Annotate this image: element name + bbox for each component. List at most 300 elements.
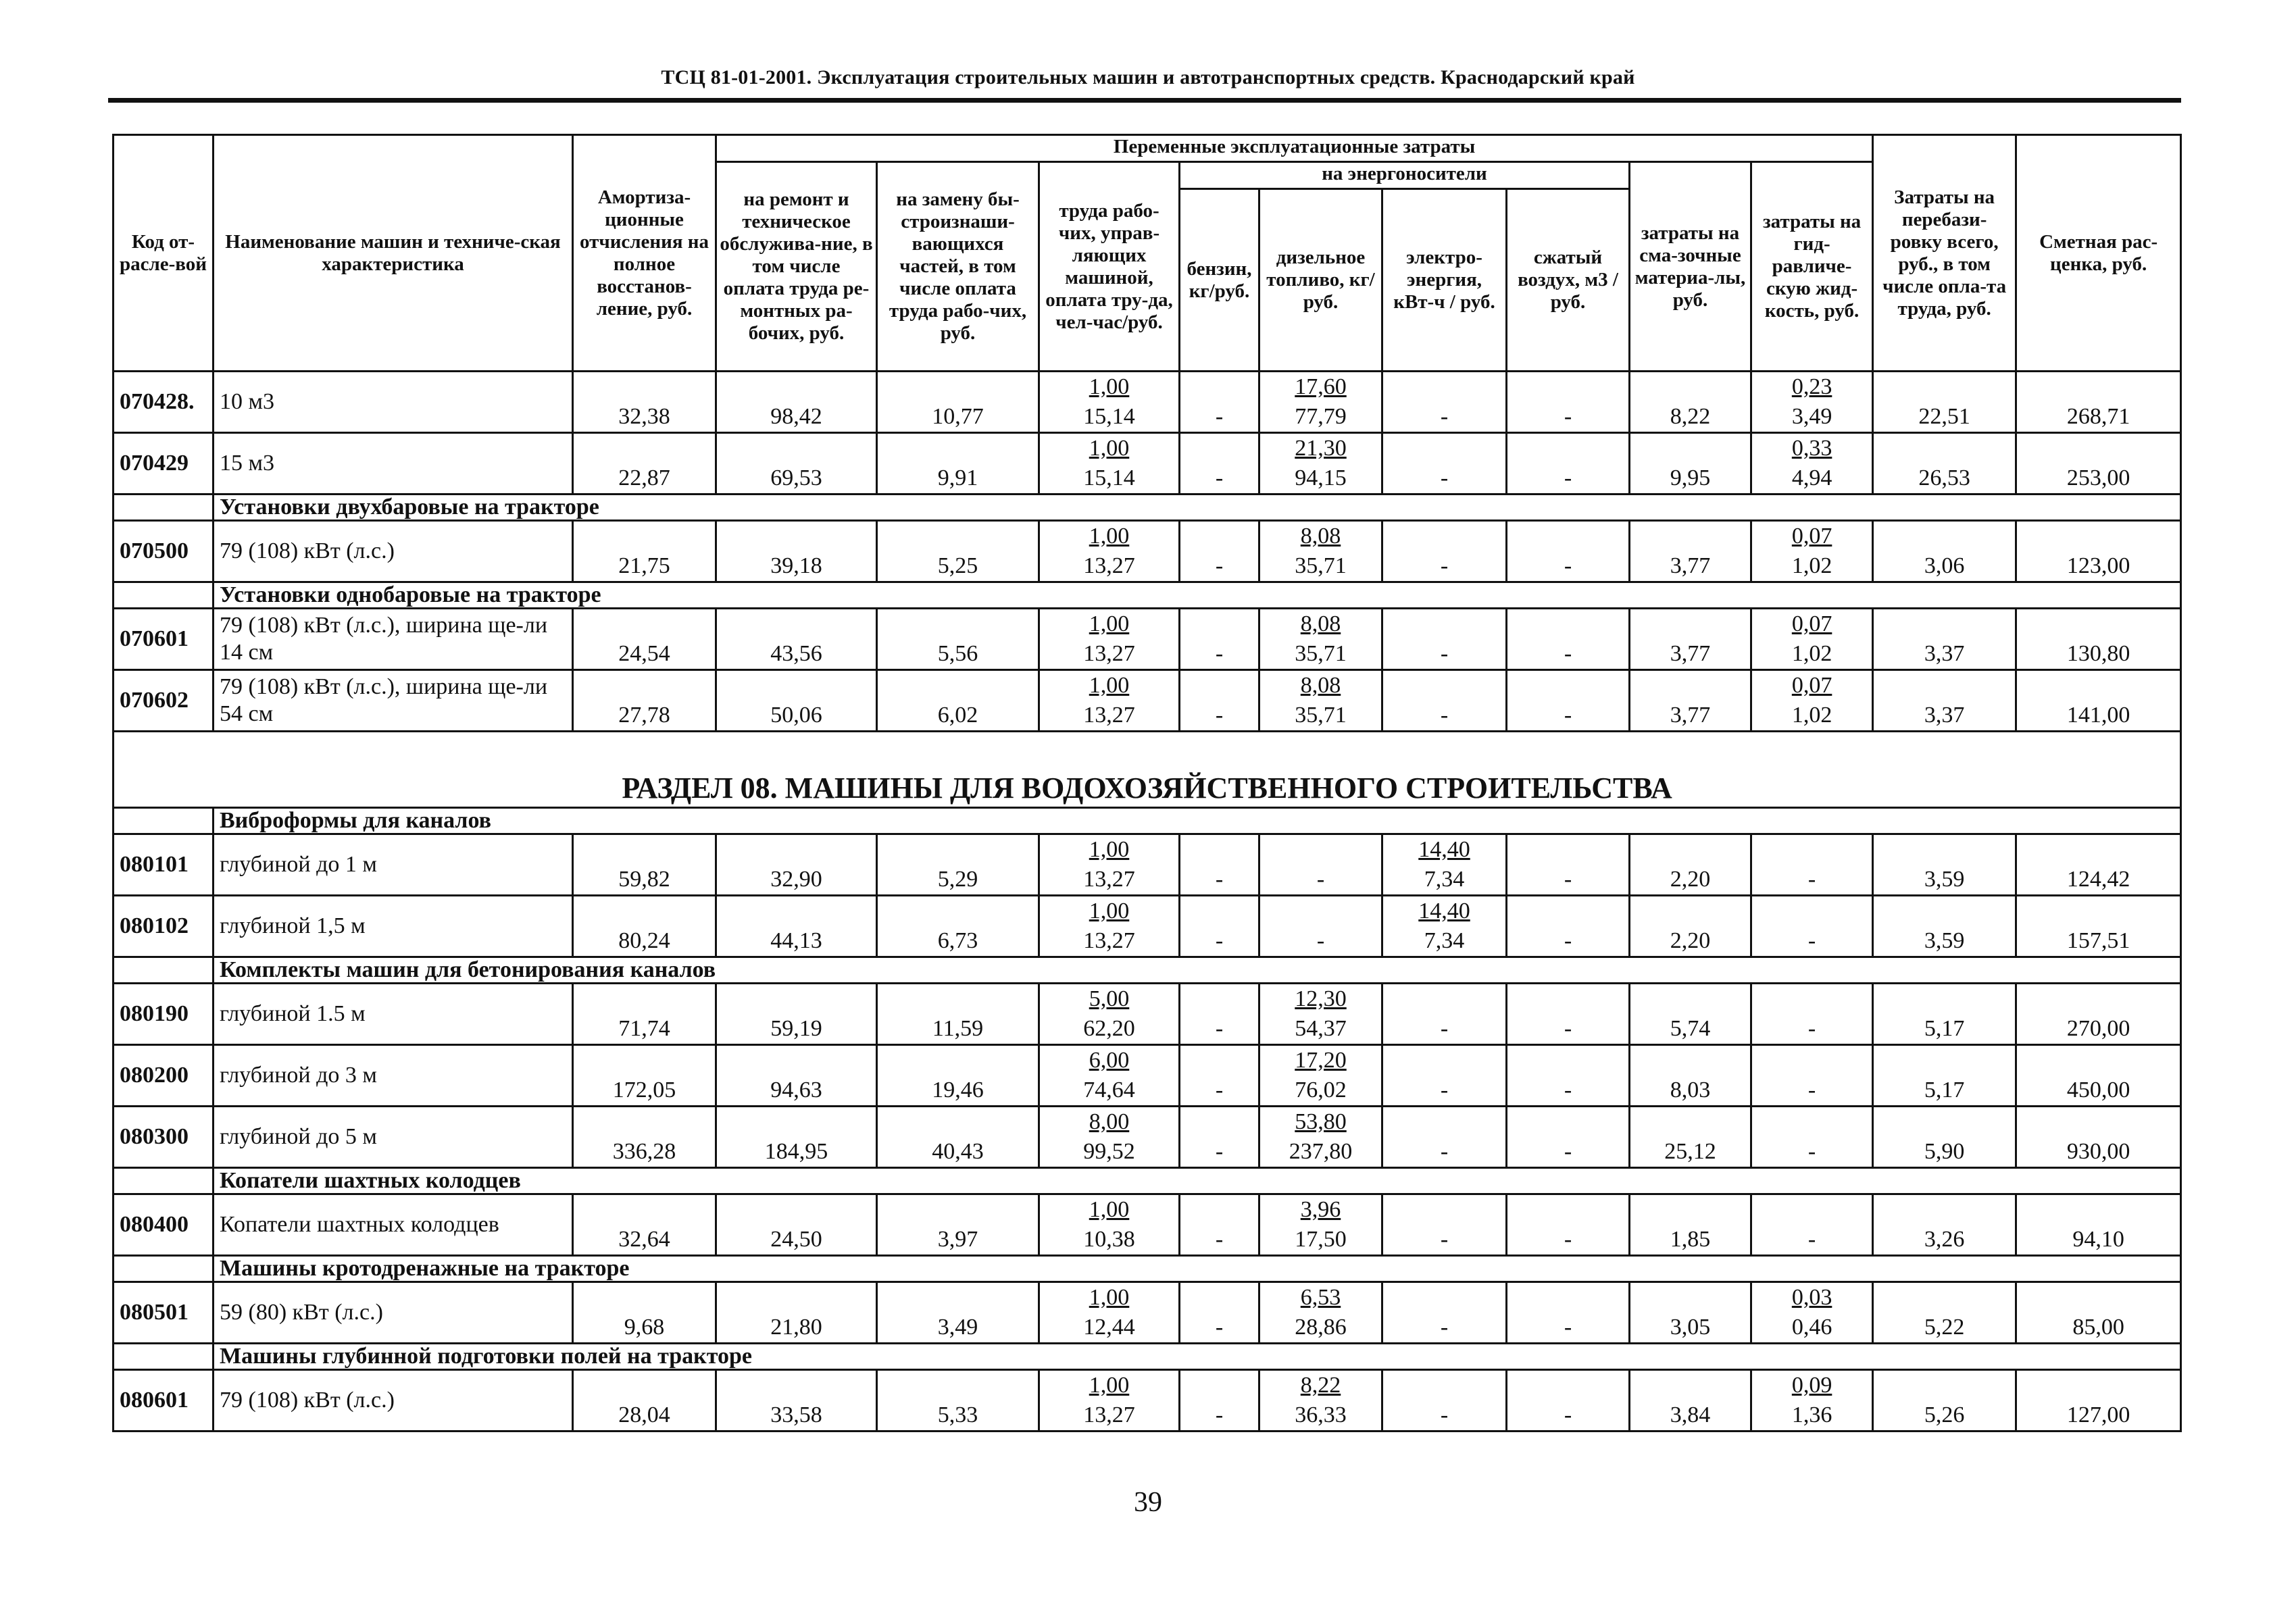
col-header-air: сжатый воздух, м3 / руб. (1507, 189, 1630, 372)
col-header-lubricants: затраты на сма-зочные материа-лы, руб. (1630, 162, 1751, 372)
cell-repair: 32,90 (716, 834, 877, 896)
table-row (114, 521, 2181, 582)
rate-value: 8,00 (1089, 1109, 1130, 1134)
cost-value: 10,38 (1083, 1227, 1135, 1252)
rates-table (112, 134, 2182, 1432)
row-name: 79 (108) кВт (л.с.), ширина ще-ли 54 см (214, 670, 573, 732)
rate-value: 0,03 (1791, 1285, 1832, 1310)
rate-value: 0,07 (1791, 673, 1832, 698)
rate-value: 1,00 (1089, 837, 1130, 862)
table-row (114, 433, 2181, 495)
rate-value: 17,20 (1295, 1048, 1347, 1073)
cell-repair: 59,19 (716, 984, 877, 1045)
group-code-cell (114, 1256, 214, 1282)
cell-amort: 21,75 (573, 521, 716, 582)
cell-diesel (1259, 1107, 1382, 1168)
cell-repair: 98,42 (716, 372, 877, 433)
cell-repair: 94,63 (716, 1045, 877, 1107)
cell-amort: 28,04 (573, 1370, 716, 1431)
cell-repair: 69,53 (716, 433, 877, 495)
group-title: Комплекты машин для бетонирования каналов (214, 957, 1259, 984)
cell-electric: - (1382, 609, 1507, 670)
cell-petrol: - (1180, 1370, 1259, 1431)
row-name: 79 (108) кВт (л.с.) (214, 521, 573, 582)
cell-lubricants: 8,03 (1630, 1045, 1751, 1107)
table-row (114, 1194, 2181, 1256)
row-code: 070429 (114, 433, 214, 495)
cell-estimate: 124,42 (2016, 834, 2181, 896)
row-code: 070602 (114, 670, 214, 732)
cell-hydraulic (1751, 670, 1873, 732)
row-code: 080300 (114, 1107, 214, 1168)
row-name: 79 (108) кВт (л.с.), ширина ще-ли 14 см (214, 609, 573, 670)
row-name: глубиной 1.5 м (214, 984, 573, 1045)
cell-labor (1039, 984, 1180, 1045)
cell-diesel: - (1259, 896, 1382, 957)
group-filler (1259, 582, 2181, 609)
cell-hydraulic (1751, 521, 1873, 582)
cell-labor (1039, 1045, 1180, 1107)
table-row (114, 609, 2181, 670)
group-filler (1259, 495, 2181, 521)
cell-amort: 32,38 (573, 372, 716, 433)
row-code: 080601 (114, 1370, 214, 1431)
rate-value: 12,30 (1295, 986, 1347, 1011)
cost-value: 36,33 (1295, 1402, 1347, 1427)
cell-replace: 9,91 (877, 433, 1039, 495)
rate-value: 1,00 (1089, 1373, 1130, 1398)
cell-replace: 5,25 (877, 521, 1039, 582)
cell-relocation: 5,90 (1873, 1107, 2016, 1168)
cell-electric: - (1382, 1107, 1507, 1168)
group-code-cell (114, 1168, 214, 1194)
cell-estimate: 253,00 (2016, 433, 2181, 495)
cell-relocation: 3,59 (1873, 834, 2016, 896)
cell-replace: 5,33 (877, 1370, 1039, 1431)
cell-lubricants: 2,20 (1630, 834, 1751, 896)
group-row (114, 1168, 2181, 1194)
cell-replace: 5,29 (877, 834, 1039, 896)
group-title: Установки двухбаровые на тракторе (214, 495, 1259, 521)
group-filler (1259, 1256, 2181, 1282)
table-row (114, 896, 2181, 957)
col-header-hydraulic: затраты на гид-равличе-скую жид-кость, руб. (1751, 162, 1873, 372)
cost-value: 3,49 (1791, 404, 1832, 429)
group-filler (1259, 1168, 2181, 1194)
cell-replace: 3,49 (877, 1282, 1039, 1344)
cell-labor (1039, 1370, 1180, 1431)
cell-labor (1039, 433, 1180, 495)
cell-petrol: - (1180, 433, 1259, 495)
cell-replace: 5,56 (877, 609, 1039, 670)
cell-estimate: 450,00 (2016, 1045, 2181, 1107)
rate-value: 1,00 (1089, 673, 1130, 698)
cell-estimate: 157,51 (2016, 896, 2181, 957)
cell-relocation: 3,06 (1873, 521, 2016, 582)
rate-value: 6,00 (1089, 1048, 1130, 1073)
cell-repair: 50,06 (716, 670, 877, 732)
cell-replace: 10,77 (877, 372, 1039, 433)
group-code-cell (114, 957, 214, 984)
col-header-relocation: Затраты на перебази-ровку всего, руб., в том числе опла-та труда, руб. (1873, 135, 2016, 372)
cell-relocation: 3,37 (1873, 609, 2016, 670)
cell-estimate: 268,71 (2016, 372, 2181, 433)
cell-hydraulic (1751, 1282, 1873, 1344)
cell-hydraulic: - (1751, 834, 1873, 896)
cell-replace: 6,02 (877, 670, 1039, 732)
group-code-cell (114, 495, 214, 521)
cell-lubricants: 3,77 (1630, 670, 1751, 732)
cell-repair: 184,95 (716, 1107, 877, 1168)
col-header-name: Наименование машин и техниче-ская характеристика (214, 135, 573, 372)
cost-value: 7,34 (1424, 867, 1465, 892)
rate-value: 1,00 (1089, 436, 1130, 461)
rate-value: 1,00 (1089, 1285, 1130, 1310)
cost-value: 28,86 (1295, 1315, 1347, 1340)
col-header-replace: на замену бы-строизнаши-вающихся частей, в том числе оплата труда рабо-чих, руб. (877, 162, 1039, 372)
cost-value: 15,14 (1083, 465, 1135, 490)
cell-repair: 33,58 (716, 1370, 877, 1431)
cell-petrol: - (1180, 521, 1259, 582)
cell-replace: 11,59 (877, 984, 1039, 1045)
cell-labor (1039, 521, 1180, 582)
row-name: Копатели шахтных колодцев (214, 1194, 573, 1256)
cell-estimate: 123,00 (2016, 521, 2181, 582)
cell-air: - (1507, 433, 1630, 495)
cell-repair: 39,18 (716, 521, 877, 582)
cell-relocation: 5,17 (1873, 984, 2016, 1045)
row-code: 080190 (114, 984, 214, 1045)
rate-value: 8,22 (1300, 1373, 1341, 1398)
cell-relocation: 5,26 (1873, 1370, 2016, 1431)
cell-diesel (1259, 609, 1382, 670)
cost-value: 7,34 (1424, 928, 1465, 953)
col-header-labor: труда рабо-чих, управ-ляющих машиной, оплата тру-да, чел-час/руб. (1039, 162, 1180, 372)
cell-estimate: 270,00 (2016, 984, 2181, 1045)
rate-value: 0,09 (1791, 1373, 1832, 1398)
cell-replace: 6,73 (877, 896, 1039, 957)
cell-amort: 59,82 (573, 834, 716, 896)
rate-value: 1,00 (1089, 374, 1130, 399)
cell-hydraulic: - (1751, 1194, 1873, 1256)
cell-diesel (1259, 372, 1382, 433)
cell-amort: 336,28 (573, 1107, 716, 1168)
cell-petrol: - (1180, 896, 1259, 957)
rate-value: 17,60 (1295, 374, 1347, 399)
table-row (114, 834, 2181, 896)
cost-value: 15,14 (1083, 404, 1135, 429)
cell-diesel (1259, 1282, 1382, 1344)
rate-value: 3,96 (1300, 1197, 1341, 1222)
cell-air: - (1507, 670, 1630, 732)
row-name: 79 (108) кВт (л.с.) (214, 1370, 573, 1431)
row-name: 15 м3 (214, 433, 573, 495)
cell-lubricants: 3,77 (1630, 609, 1751, 670)
rate-value: 6,53 (1300, 1285, 1341, 1310)
cell-replace: 40,43 (877, 1107, 1039, 1168)
page-number: 39 (1134, 1487, 1162, 1518)
group-title: Машины глубинной подготовки полей на тракторе (214, 1344, 1259, 1370)
cell-amort: 24,54 (573, 609, 716, 670)
cell-amort: 172,05 (573, 1045, 716, 1107)
cell-labor (1039, 896, 1180, 957)
cost-value: 17,50 (1295, 1227, 1347, 1252)
row-code: 080200 (114, 1045, 214, 1107)
cost-value: 1,02 (1791, 641, 1832, 666)
cell-repair: 43,56 (716, 609, 877, 670)
cell-hydraulic: - (1751, 1107, 1873, 1168)
cost-value: 13,27 (1083, 641, 1135, 666)
cell-petrol: - (1180, 984, 1259, 1045)
rate-value: 0,07 (1791, 524, 1832, 549)
rate-value: 1,00 (1089, 611, 1130, 636)
cell-air: - (1507, 609, 1630, 670)
row-code: 080400 (114, 1194, 214, 1256)
cost-value: 94,15 (1295, 465, 1347, 490)
cell-electric: - (1382, 372, 1507, 433)
group-code-cell (114, 582, 214, 609)
cell-amort: 32,64 (573, 1194, 716, 1256)
cell-relocation: 22,51 (1873, 372, 2016, 433)
cell-electric: - (1382, 670, 1507, 732)
cost-value: 13,27 (1083, 1402, 1135, 1427)
rate-value: 0,07 (1791, 611, 1832, 636)
cell-amort: 80,24 (573, 896, 716, 957)
group-row (114, 808, 2181, 834)
cost-value: 35,71 (1295, 553, 1347, 578)
cell-diesel (1259, 1370, 1382, 1431)
table-row (114, 1045, 2181, 1107)
row-code: 080102 (114, 896, 214, 957)
cell-lubricants: 8,22 (1630, 372, 1751, 433)
cost-value: 4,94 (1791, 465, 1832, 490)
table-row (114, 984, 2181, 1045)
cell-labor (1039, 1282, 1180, 1344)
cell-estimate: 141,00 (2016, 670, 2181, 732)
section-title: РАЗДЕЛ 08. МАШИНЫ ДЛЯ ВОДОХОЗЯЙСТВЕННОГО СТРОИТЕЛЬСТВА (114, 732, 2181, 808)
rate-value: 1,00 (1089, 898, 1130, 923)
group-row (114, 495, 2181, 521)
row-name: 59 (80) кВт (л.с.) (214, 1282, 573, 1344)
cell-petrol: - (1180, 1107, 1259, 1168)
cost-value: 99,52 (1083, 1139, 1135, 1164)
cell-labor (1039, 609, 1180, 670)
cell-hydraulic (1751, 609, 1873, 670)
cell-air: - (1507, 1194, 1630, 1256)
row-code: 070601 (114, 609, 214, 670)
rate-value: 8,08 (1300, 611, 1341, 636)
cell-hydraulic (1751, 1370, 1873, 1431)
cost-value: 77,79 (1295, 404, 1347, 429)
cost-value: 62,20 (1083, 1016, 1135, 1041)
rate-value: 0,23 (1791, 374, 1832, 399)
group-filler (1259, 808, 2181, 834)
cost-value: 13,27 (1083, 928, 1135, 953)
row-code: 080101 (114, 834, 214, 896)
group-row (114, 1344, 2181, 1370)
table-row (114, 372, 2181, 433)
cell-electric: - (1382, 1045, 1507, 1107)
cell-labor (1039, 670, 1180, 732)
cell-air: - (1507, 896, 1630, 957)
row-code: 070428. (114, 372, 214, 433)
cell-electric: - (1382, 1194, 1507, 1256)
rate-value: 14,40 (1418, 837, 1470, 862)
cell-diesel (1259, 1194, 1382, 1256)
table-row (114, 1282, 2181, 1344)
cell-air: - (1507, 1045, 1630, 1107)
cell-diesel (1259, 433, 1382, 495)
group-row (114, 957, 2181, 984)
cell-petrol: - (1180, 1045, 1259, 1107)
cost-value: 1,02 (1791, 553, 1832, 578)
cell-amort: 71,74 (573, 984, 716, 1045)
cell-amort: 27,78 (573, 670, 716, 732)
cell-diesel (1259, 521, 1382, 582)
cell-repair: 44,13 (716, 896, 877, 957)
rate-value: 1,00 (1089, 1197, 1130, 1222)
cell-hydraulic: - (1751, 896, 1873, 957)
group-title: Виброформы для каналов (214, 808, 1259, 834)
cell-electric (1382, 834, 1507, 896)
cell-relocation: 5,22 (1873, 1282, 2016, 1344)
cell-lubricants: 3,77 (1630, 521, 1751, 582)
cell-relocation: 3,26 (1873, 1194, 2016, 1256)
rate-value: 0,33 (1791, 436, 1832, 461)
row-name: глубиной до 1 м (214, 834, 573, 896)
rate-value: 14,40 (1418, 898, 1470, 923)
rate-value: 5,00 (1089, 986, 1130, 1011)
rate-value: 53,80 (1295, 1109, 1347, 1134)
group-row (114, 1256, 2181, 1282)
cell-diesel (1259, 670, 1382, 732)
cell-electric: - (1382, 984, 1507, 1045)
cell-hydraulic (1751, 372, 1873, 433)
cell-lubricants: 3,05 (1630, 1282, 1751, 1344)
cell-estimate: 130,80 (2016, 609, 2181, 670)
cost-value: 13,27 (1083, 703, 1135, 728)
cell-lubricants: 9,95 (1630, 433, 1751, 495)
cost-value: 0,46 (1791, 1315, 1832, 1340)
cell-relocation: 3,37 (1873, 670, 2016, 732)
group-row (114, 582, 2181, 609)
cell-labor (1039, 834, 1180, 896)
cost-value: 76,02 (1295, 1078, 1347, 1103)
group-title: Машины кротодренажные на тракторе (214, 1256, 1259, 1282)
cell-replace: 3,97 (877, 1194, 1039, 1256)
col-header-amortization: Амортиза-ционные отчисления на полное восстанов-ление, руб. (573, 135, 716, 372)
row-name: 10 м3 (214, 372, 573, 433)
cell-amort: 22,87 (573, 433, 716, 495)
cell-estimate: 94,10 (2016, 1194, 2181, 1256)
group-filler (1259, 957, 2181, 984)
cell-lubricants: 1,85 (1630, 1194, 1751, 1256)
cell-petrol: - (1180, 609, 1259, 670)
cell-petrol: - (1180, 834, 1259, 896)
col-header-petrol: бензин, кг/руб. (1180, 189, 1259, 372)
cell-labor (1039, 372, 1180, 433)
cell-lubricants: 3,84 (1630, 1370, 1751, 1431)
cost-value: 13,27 (1083, 553, 1135, 578)
cell-relocation: 26,53 (1873, 433, 2016, 495)
row-name: глубиной до 5 м (214, 1107, 573, 1168)
cell-petrol: - (1180, 1282, 1259, 1344)
cell-relocation: 3,59 (1873, 896, 2016, 957)
cell-hydraulic: - (1751, 1045, 1873, 1107)
row-name: глубиной 1,5 м (214, 896, 573, 957)
cell-estimate: 127,00 (2016, 1370, 2181, 1431)
row-name: глубиной до 3 м (214, 1045, 573, 1107)
cell-air: - (1507, 521, 1630, 582)
table-row (114, 1107, 2181, 1168)
rate-value: 21,30 (1295, 436, 1347, 461)
cell-diesel (1259, 1045, 1382, 1107)
col-header-energy: на энергоносители (1180, 162, 1630, 189)
cost-value: 54,37 (1295, 1016, 1347, 1041)
col-header-repair: на ремонт и техническое обслужива-ние, в том числе оплата труда ре-монтных ра-бочих, руб. (716, 162, 877, 372)
cell-lubricants: 5,74 (1630, 984, 1751, 1045)
cell-hydraulic (1751, 433, 1873, 495)
cell-electric: - (1382, 1370, 1507, 1431)
cost-value: 237,80 (1289, 1139, 1353, 1164)
cell-amort: 9,68 (573, 1282, 716, 1344)
cell-electric: - (1382, 521, 1507, 582)
cost-value: 1,36 (1791, 1402, 1832, 1427)
cell-estimate: 930,00 (2016, 1107, 2181, 1168)
cell-air: - (1507, 1370, 1630, 1431)
cost-value: 1,02 (1791, 703, 1832, 728)
group-code-cell (114, 1344, 214, 1370)
group-code-cell (114, 808, 214, 834)
col-header-electric: электро-энергия, кВт-ч / руб. (1382, 189, 1507, 372)
cell-air: - (1507, 1282, 1630, 1344)
cost-value: 74,64 (1083, 1078, 1135, 1103)
col-header-code: Код от-расле-вой (114, 135, 214, 372)
rate-value: 8,08 (1300, 524, 1341, 549)
col-header-estimate: Сметная рас-ценка, руб. (2016, 135, 2181, 372)
col-header-variable-costs: Переменные эксплуатационные затраты (716, 135, 1873, 162)
rate-value: 8,08 (1300, 673, 1341, 698)
section-row (114, 732, 2181, 808)
cell-lubricants: 2,20 (1630, 896, 1751, 957)
table-row (114, 670, 2181, 732)
cell-electric: - (1382, 1282, 1507, 1344)
cell-electric (1382, 896, 1507, 957)
cost-value: 35,71 (1295, 641, 1347, 666)
cost-value: 12,44 (1083, 1315, 1135, 1340)
cell-repair: 24,50 (716, 1194, 877, 1256)
cell-replace: 19,46 (877, 1045, 1039, 1107)
cell-air: - (1507, 834, 1630, 896)
cost-value: 35,71 (1295, 703, 1347, 728)
document-header: ТСЦ 81-01-2001. Эксплуатация строительных машин и автотранспортных средств. Краснодарский край (661, 66, 1635, 88)
table-row (114, 1370, 2181, 1431)
cell-lubricants: 25,12 (1630, 1107, 1751, 1168)
group-title: Копатели шахтных колодцев (214, 1168, 1259, 1194)
cell-air: - (1507, 984, 1630, 1045)
cell-petrol: - (1180, 1194, 1259, 1256)
cell-repair: 21,80 (716, 1282, 877, 1344)
cell-electric: - (1382, 433, 1507, 495)
cell-estimate: 85,00 (2016, 1282, 2181, 1344)
row-code: 080501 (114, 1282, 214, 1344)
rate-value: 1,00 (1089, 524, 1130, 549)
group-title: Установки однобаровые на тракторе (214, 582, 1259, 609)
cell-labor (1039, 1194, 1180, 1256)
cell-relocation: 5,17 (1873, 1045, 2016, 1107)
cell-diesel (1259, 984, 1382, 1045)
col-header-diesel: дизельное топливо, кг/руб. (1259, 189, 1382, 372)
